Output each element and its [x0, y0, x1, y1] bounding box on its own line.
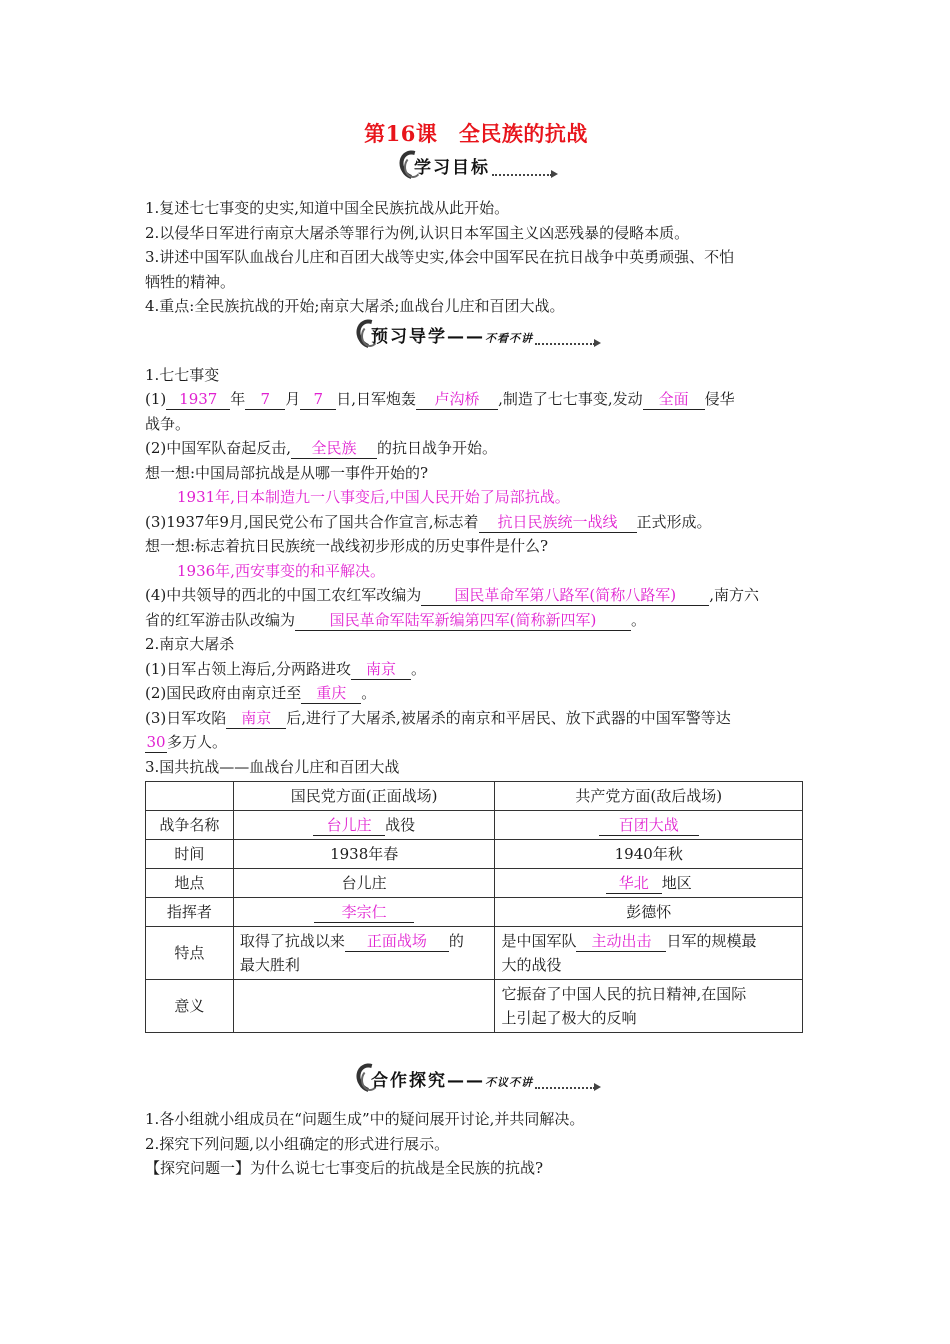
row-label: 指挥者 [146, 898, 234, 927]
comparison-table [145, 781, 803, 1033]
table-cell: 彭德怀 [495, 898, 803, 927]
answer-blank: 百团大战 [599, 815, 699, 836]
arrow-icon [492, 174, 552, 176]
answer-blank: 正面战场 [345, 931, 449, 952]
table-cell: 1938年春 [233, 840, 495, 869]
text-line: 30多万人。 [146, 733, 228, 751]
answer-blank: 抗日民族统一战线 [479, 512, 637, 533]
banner-goals-label: 学习目标 [414, 158, 490, 178]
text-line: (1)日军占领上海后,分两路进攻 南京 。 [145, 659, 427, 678]
text-line: (4)中共领导的西北的中国工农红军改编为 国民革命军第八路军(简称八路军) ,南方六 [145, 586, 760, 604]
goal-item: 4.重点:全民族抗战的开始;南京大屠杀;血战台儿庄和百团大战。 [145, 297, 565, 315]
answer-blank: 主动出击 [576, 931, 666, 952]
banner-preview-label: 预习导学—— [371, 326, 485, 347]
answer-blank: 李宗仁 [314, 902, 414, 923]
text-line: (2)中国军队奋起反击, 全民族 的抗日战争开始。 [145, 439, 498, 457]
answer-blank: 7 [300, 389, 336, 410]
table-row: 意义 它振奋了中国人民的抗日精神,在国际 上引起了极大的反响 [146, 980, 803, 1033]
goal-item: 1.复述七七事变的史实,知道中国全民族抗战从此开始。 [145, 199, 510, 217]
coop-item: 2.探究下列问题,以小组确定的形式进行展示。 [145, 1134, 450, 1153]
coop-item: 1.各小组就小组成员在“问题生成”中的疑问展开讨论,并共同解决。 [145, 1110, 585, 1128]
answer-blank: 国民革命军第八路军(简称八路军) [421, 585, 709, 606]
banner-coop-sub: 不议不讲 [485, 1076, 533, 1089]
table-row: 特点 取得了抗战以来 正面战场 的 最大胜利 是中国军队 主动出击 日军的规模最 大的战役 [146, 927, 803, 980]
worksheet-page [145, 118, 807, 1181]
text-line: 战争。 [145, 414, 191, 433]
answer-text: 1931年,日本制造九一八事变后,中国人民开始了局部抗战。 [177, 488, 570, 506]
banner-coop [145, 1063, 807, 1095]
banner-goals [145, 150, 807, 182]
row-label: 战争名称 [146, 811, 234, 840]
row-label: 时间 [146, 840, 234, 869]
answer-blank: 南京 [226, 708, 286, 729]
goal-item: 3.讲述中国军队血战台儿庄和百团大战等史实,体会中国军民在抗日战争中英勇顽强、不怕 [145, 248, 735, 266]
text-line: 省的红军游击队改编为 国民革命军陆军新编第四军(简称新四军) 。 [145, 610, 647, 629]
row-label: 意义 [146, 980, 234, 1033]
arrow-icon [535, 1087, 595, 1089]
table-cell: 1940年秋 [495, 840, 803, 869]
banner-preview-sub: 不看不讲 [485, 331, 533, 345]
question: 想一想:中国局部抗战是从哪一事件开始的? [145, 463, 429, 482]
table-row [146, 840, 803, 869]
section-head: 2.南京大屠杀 [145, 635, 235, 653]
answer-text: 1936年,西安事变的和平解决。 [177, 561, 385, 580]
table-cell: 台儿庄 [233, 869, 495, 898]
row-label: 特点 [146, 927, 234, 980]
text-line: (3)日军攻陷 南京 后,进行了大屠杀,被屠杀的南京和平居民、放下武器的中国军警等达 [145, 708, 731, 727]
question: 想一想:标志着抗日民族统一战线初步形成的历史事件是什么? [145, 537, 549, 555]
answer-blank: 华北 [606, 873, 662, 894]
answer-blank: 7 [245, 389, 285, 410]
answer-blank: 全民族 [291, 438, 377, 459]
banner-coop-label: 合作探究—— [371, 1071, 485, 1091]
answer-blank: 国民革命军陆军新编第四军(简称新四军) [295, 610, 631, 631]
answer-blank: 南京 [351, 659, 411, 680]
lesson-title: 第16课 全民族的抗战 [364, 121, 588, 146]
table-header: 共产党方面(敌后战场) [495, 782, 803, 811]
goal-item: 2.以侵华日军进行南京大屠杀等罪行为例,认识日本军国主义凶恶残暴的侵略本质。 [145, 223, 690, 242]
answer-blank: 卢沟桥 [416, 389, 498, 410]
table-row: 战争名称 台儿庄 战役 百团大战 [146, 811, 803, 840]
table-header: 国民党方面(正面战场) [233, 782, 495, 811]
answer-blank: 30 [146, 733, 166, 751]
row-label: 地点 [146, 869, 234, 898]
answer-blank: 1937 [166, 389, 230, 410]
coop-item: 【探究问题一】为什么说七七事变后的抗战是全民族的抗战? [145, 1159, 544, 1177]
answer-blank: 台儿庄 [313, 815, 385, 836]
goal-item: 牺牲的精神。 [145, 272, 236, 291]
answer-blank: 重庆 [301, 683, 361, 704]
text-line: (2)国民政府由南京迁至 重庆 。 [145, 684, 377, 702]
answer-blank: 全面 [643, 389, 705, 410]
section-head: 3.国共抗战——血战台儿庄和百团大战 [145, 757, 400, 776]
banner-preview [145, 319, 807, 351]
table-row [146, 898, 803, 927]
arrow-icon [535, 343, 595, 345]
section-head: 1.七七事变 [145, 365, 220, 384]
text-line: (3)1937年9月,国民党公布了国共合作宣言,标志着 抗日民族统一战线 正式形成。 [145, 512, 712, 531]
text-line: (1) 1937 年 7 月 7 日,日军炮轰 卢沟桥 ,制造了七七事变,发动 全面 侵华 [145, 390, 735, 408]
table-row: 地点 台儿庄 华北 地区 [146, 869, 803, 898]
table-row [146, 782, 803, 811]
